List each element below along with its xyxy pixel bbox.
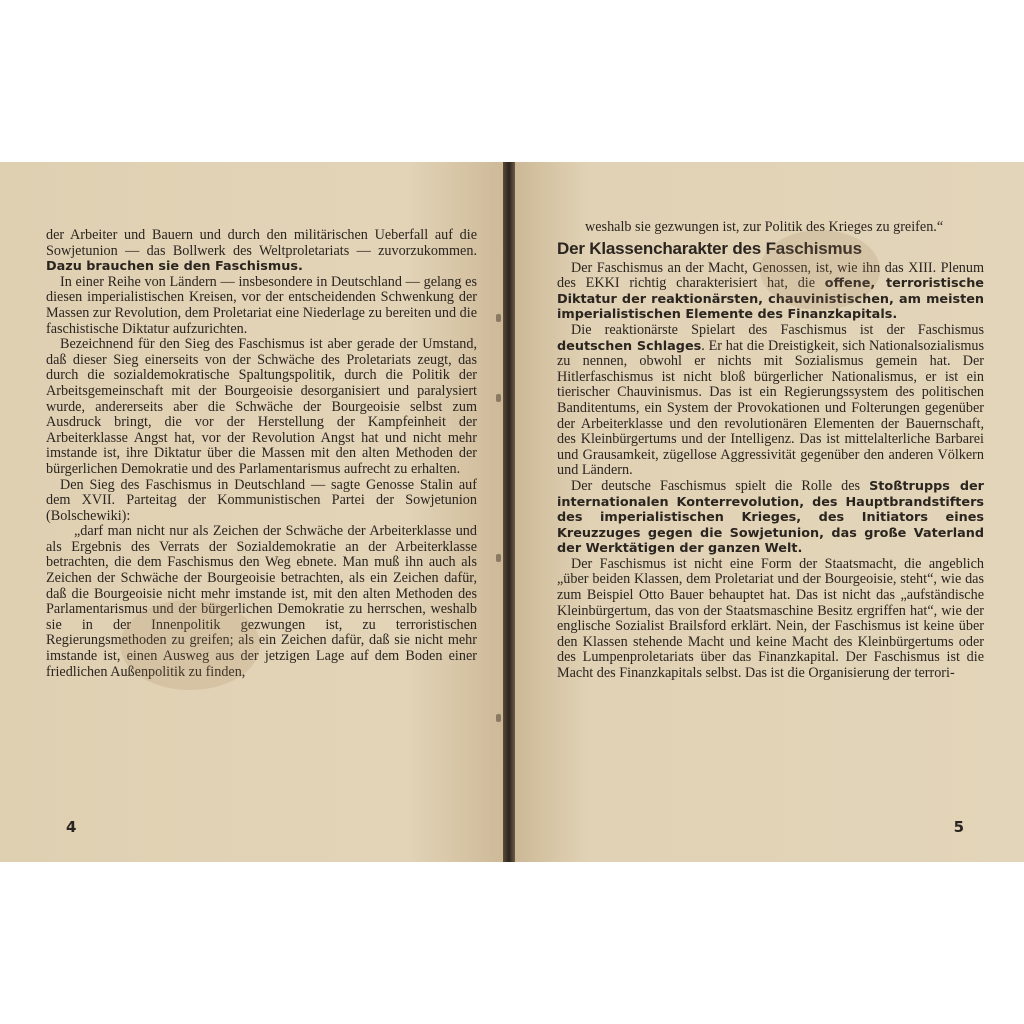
paragraph: Der Faschismus an der Macht, Genossen, ist, wie ihn das XIII. Plenum des EKKI richtig charakterisiert hat, die offene, terroristische Diktatur der reaktionärsten, chauvinistischen, am meisten imperialistischen Elemente des Finanzkapitals. xyxy=(557,259,984,323)
paragraph: Der deutsche Faschismus spielt die Rolle des Stoßtrupps der internationalen Konterrevolution, des Hauptbrandstifters des imperialistischen Krieges, des Initiators eines Kreuzzuges gegen die Sowjetunion, das große Vaterland der Werktätigen der ganzen Welt. xyxy=(557,477,984,557)
bold-text: offene, terroristische Diktatur der reaktionärsten, chauvinistischen, am meisten imperialistischen Elemente des Finanzkapitals. xyxy=(557,276,984,323)
paragraph: Der Faschismus ist nicht eine Form der Staatsmacht, die angeblich „über beiden Klassen, dem Proletariat und der Bourgeoisie, steht“, wie das zum Beispiel Otto Bauer behauptet hat. Das ist nicht das „aufständische Kleinbürgertum, das von der Staatsmaschine Besitz ergriffen hat“, wie der englische Sozialist Brailsford erklärt. Nein, der Faschismus ist keine über den Klassen stehende Macht und keine Macht des Kleinbürgertums oder des Lumpenproletariats über das Finanzkapital. Der Faschismus ist die Macht des Finanzkapitals selbst. Das ist die Organisierung der terrori- xyxy=(557,555,984,682)
paragraph: Den Sieg des Faschismus in Deutschland — sagte Genosse Stalin auf dem XVII. Parteitag der Kommunistischen Partei der Sowjetunion (Bolschewiki): xyxy=(46,476,477,524)
bold-text: Dazu brauchen sie den Faschismus. xyxy=(46,259,303,275)
stalin-quote: „darf man nicht nur als Zeichen der Schwäche der Arbeiterklasse und als Ergebnis des Verrats der Sozialdemokratie an der Arbeiterklasse betrachten, die dem Faschismus den Weg ebnete. Man muß ihn auch als Zeichen der Schwäche der Bourgeoisie betrachten, als ein Zeichen dafür, daß die Bourgeoisie nicht mehr imstande ist, mit den alten Methoden des Parlamentarismus und der bürgerlichen Demokratie zu herrschen, weshalb sie in der Innenpolitik gezwungen ist, zu terroristischen Regierungsmethoden zu greifen; als ein Zeichen dafür, daß sie nicht mehr imstande ist, einen Ausweg aus der jetzigen Lage auf dem Boden einer friedlichen Außenpolitik zu finden, xyxy=(46,523,477,680)
right-page xyxy=(511,162,1024,862)
paragraph: In einer Reihe von Ländern — insbesondere in Deutschland — gelang es diesen imperialistischen Kreisen, vor der entscheidenden Schwenkung der Massen zur Revolution, dem Proletariat eine Niederlage zu bereiten und die faschistische Diktatur aufzurichten. xyxy=(46,273,477,337)
section-heading: Der Klassencharakter des Faschismus xyxy=(557,238,862,258)
binding-hole xyxy=(496,314,501,322)
bold-text: deutschen Schlages xyxy=(557,338,702,354)
binding-hole xyxy=(496,714,501,722)
paragraph: Die reaktionärste Spielart des Faschismus ist der Faschismus deutschen Schlages. Er hat die Dreistigkeit, sich Nationalsozialismus zu nennen, obwohl er nichts mit Sozialismus gemein hat. Der Hitlerfaschismus ist nicht bloß bürgerlicher Nationalismus, er ist ein tierischer Chauvinismus. Das ist ein Regierungssystem des politischen Banditentums, ein System der Provokationen und Folterungen gegenüber der Arbeiterklasse und den revolutionären Elementen der Bauernschaft, des Kleinbürgertums und der Intelligenz. Das ist mittelalterliche Barbarei und Grausamkeit, zügellose Aggressivität gegenüber den anderen Völkern und Ländern. xyxy=(557,321,985,479)
bold-text: Stoßtrupps der internationalen Konterrevolution, des Hauptbrandstifters des imperialistischen Krieges, des Initiators eines Kreuzzuges gegen die Sowjetunion, das große Vaterland der Werktätigen der ganzen Welt. xyxy=(557,478,984,557)
binding-hole xyxy=(496,394,501,402)
page-number: 4 xyxy=(66,818,77,836)
book-spine xyxy=(503,162,515,862)
quote-continuation: weshalb sie gezwungen ist, zur Politik des Krieges zu greifen.“ xyxy=(585,219,944,235)
page-number: 5 xyxy=(953,818,964,836)
left-page xyxy=(0,162,505,862)
paragraph: Bezeichnend für den Sieg des Faschismus ist aber gerade der Umstand, daß dieser Sieg einerseits von der Schwäche des Proletariats zeugt, das durch die sozialdemokratische Spaltungspolitik, durch die Politik der Arbeitsgemeinschaft mit der Bourgeoisie desorganisiert und paralysiert wurde, andererseits aber die Schwäche der Bourgeoisie selbst zum Ausdruck bringt, die vor der Herstellung der Kampfeinheit der Arbeiterklasse Angst hat, vor der Revolution Angst hat und nicht mehr imstande ist, ihre Diktatur über die Massen mit den alten Methoden der bürgerlichen Demokratie und des Parlamentarismus aufrecht zu erhalten. xyxy=(46,336,477,477)
paragraph: der Arbeiter und Bauern und durch den militärischen Ueberfall auf die Sowjetunion — das Bollwerk des Weltproletariats — zuvorzukommen. Dazu brauchen sie den Faschismus. xyxy=(46,227,477,275)
binding-hole xyxy=(496,554,501,562)
